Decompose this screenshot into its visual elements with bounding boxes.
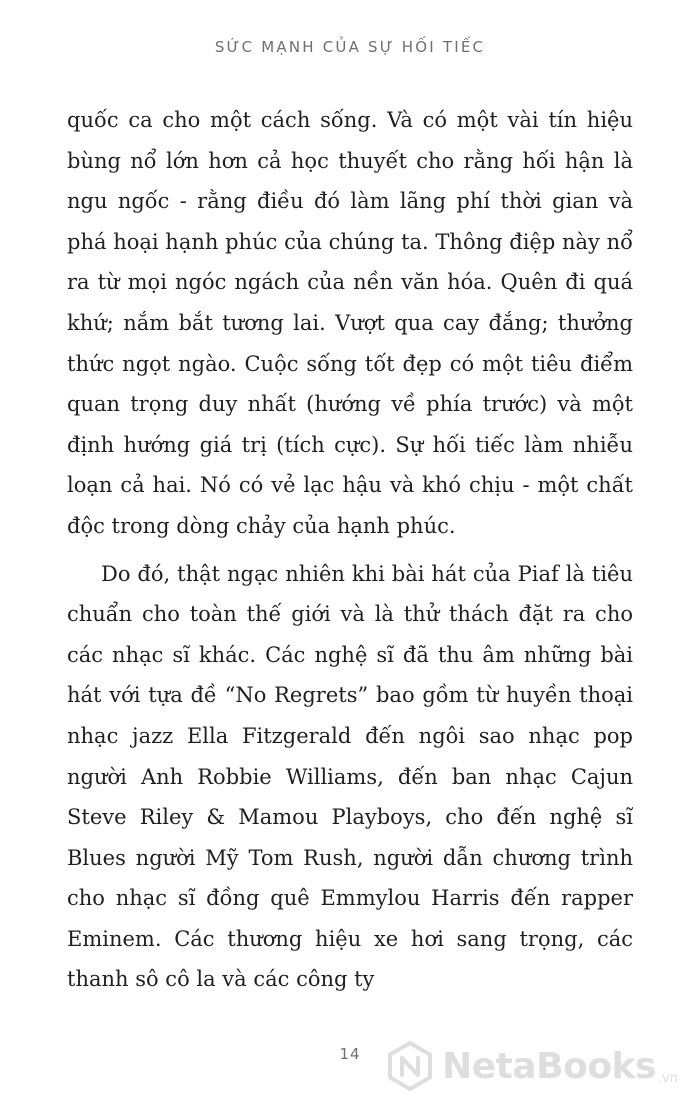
body-text [67, 100, 633, 1000]
watermark [384, 1040, 678, 1092]
paragraph-1: quốc ca cho một cách sống. Và có một vài tín hiệu bùng nổ lớn hơn cả học thuyết cho rằng hối hận là ngu ngốc - rằng điều đó làm lãng phí thời gian và phá hoại hạnh phúc của chúng ta. Thông điệp này nổ ra từ mọi ngóc ngách của nền văn hóa. Quên đi quá khứ; nắm bắt tương lai. Vượt qua cay đắng; thưởng thức ngọt ngào. Cuộc sống tốt đẹp có một tiêu điểm quan trọng duy nhất (hướng về phía trước) và một định hướng giá trị (tích cực). Sự hối tiếc làm nhiễu loạn cả hai. Nó có vẻ lạc hậu và khó chịu - một chất độc trong dòng chảy của hạnh phúc. [67, 108, 633, 538]
watermark-suffix: .vn [657, 1071, 678, 1086]
paragraph-2: Do đó, thật ngạc nhiên khi bài hát của Piaf là tiêu chuẩn cho toàn thế giới và là thử thách đặt ra cho các nhạc sĩ khác. Các nghệ sĩ đã thu âm những bài hát với tựa đề “No Regrets” bao gồm từ huyền thoại nhạc jazz Ella Fitzgerald đến ngôi sao nhạc pop người Anh Robbie Williams, đến ban nhạc Cajun Steve Riley & Mamou Playboys, cho đến nghệ sĩ Blues người Mỹ Tom Rush, người dẫn chương trình cho nhạc sĩ đồng quê Emmylou Harris đến rapper Eminem. Các thương hiệu xe hơi sang trọng, các thanh sô cô la và các công ty [67, 561, 633, 992]
watermark-brand: NetaBooks [442, 1045, 656, 1087]
running-header-title: SỨC MẠNH CỦA SỰ HỐI TIẾC [214, 38, 486, 56]
netabooks-logo-icon [384, 1040, 436, 1092]
page-number: 14 [339, 1045, 361, 1063]
